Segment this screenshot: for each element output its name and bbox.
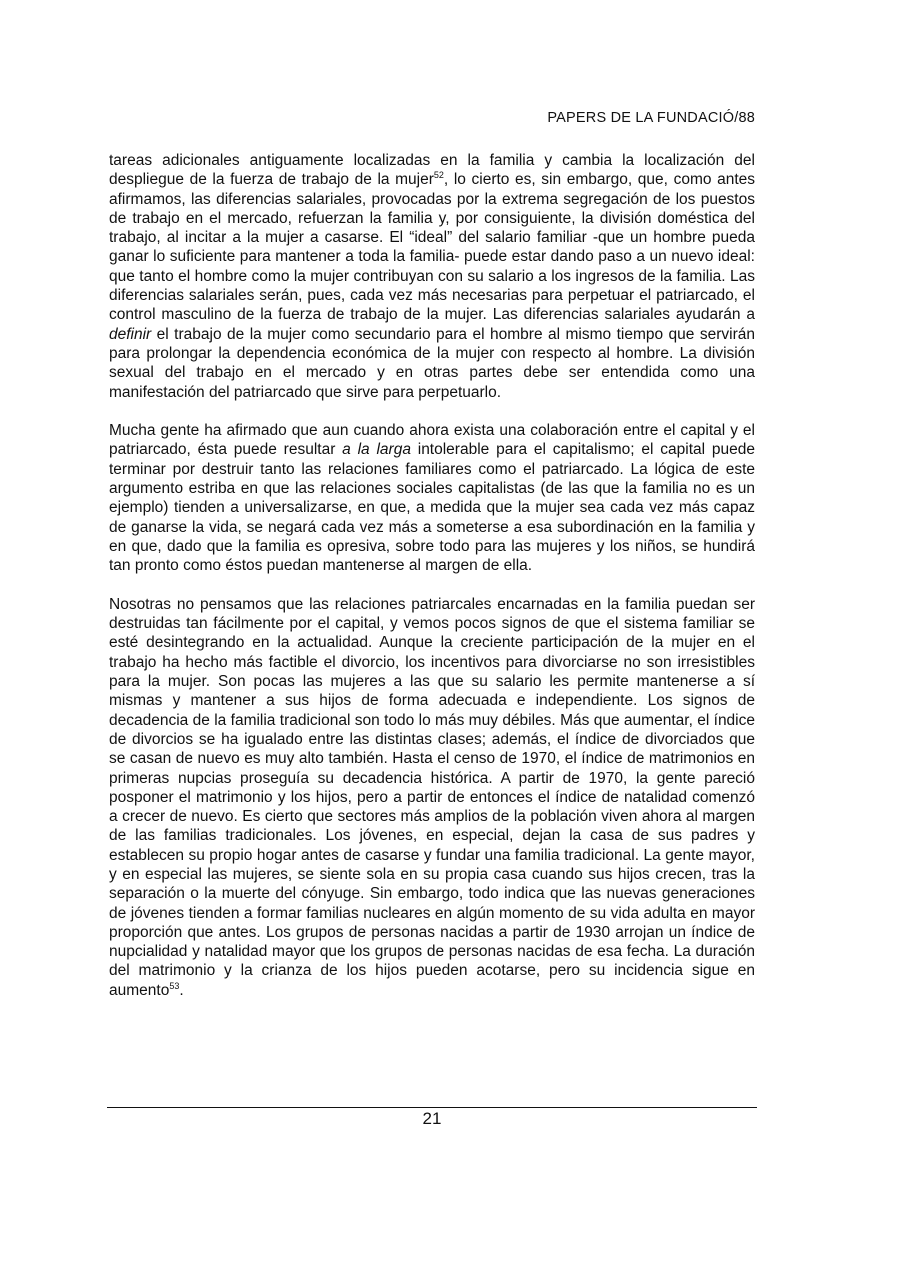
paragraph-text: Nosotras no pensamos que las relaciones patriarcales encarnadas en la familia puedan ser destruidas tan fácilmente por el capital, y vemos pocos signos de que el sistema familiar se esté desintegrando en la actualidad. Aunque la creciente participación de la mujer en el trabajo ha hecho más factible el divorcio, los incentivos para divorciarse no son irresistibles para la mujer. Son pocas las mujeres a las que su salario les permite mantenerse a sí mismas y mantener a sus hijos de forma adecuada e independiente. Los signos de decadencia de la familia tradicional son todo lo más muy débiles. Más que aumentar, el índice de divorcios se ha igualado entre las distintas clases; además, el índice de divorciados que se casan de nuevo es muy alto también. Hasta el censo de 1970, el índice de matrimonios en primeras nupcias proseguía su decadencia histórica. A partir de 1970, la gente pareció posponer el matrimonio y los hijos, pero a partir de entonces el índice de natalidad comenzó a crecer de nuevo. Es cierto que sectores más amplios de la población viven ahora al margen de las familias tradicionales. Los jóvenes, en especial, dejan la casa de sus padres y establecen su propio hogar antes de casarse y fundar una familia tradicional. La gente mayor, y en especial las mujeres, se siente sola en su propia casa cuando sus hijos crecen, tras la separación o la muerte del cónyuge. Sin embargo, todo indica que las nuevas generaciones de jóvenes tienden a formar familias nucleares en algún momento de su vida adulta en mayor proporción que antes. Los grupos de personas nacidas a partir de 1930 arrojan un índice de nupcialidad y natalidad mayor que los grupos de personas nacidas de esa fecha. La duración del matrimonio y la crianza de los hijos pueden acotarse, pero su incidencia sigue en aumento [109,595,755,999]
footnote-ref-52[interactable]: 52 [433,170,444,181]
paragraph-text: el trabajo de la mujer como secundario para el hombre al mismo tiempo que servirán para prolongar la dependencia económica de la mujer con respecto al hombre. La división sexual del trabajo en el mercado y en otras partes debe ser entendida como una manifestación del patriarcado que sirve para perpetuarlo. [109,325,755,401]
paragraph [109,421,755,575]
paragraph-text: tareas adicionales antiguamente localizadas en la familia y cambia la localización del despliegue de la fuerza de trabajo de la mujer [109,152,755,189]
body-text [109,151,755,1019]
paragraph [109,595,755,1000]
paragraph-text: Mucha gente ha afirmado que aun cuando ahora exista una colaboración entre el capital y el patriarcado, ésta puede resultar [109,422,755,459]
emphasis-text: a la larga [342,441,411,459]
footnote-ref-53[interactable]: 53 [169,980,180,991]
paragraph-text: , lo cierto es, sin embargo, que, como antes afirmamos, las diferencias salariales, provocadas por la extrema segregación de los puestos de trabajo en el mercado, refuerzan la familia y, por consiguiente, la división doméstica del trabajo, al incitar a la mujer a casarse. El “ideal” del salario familiar -que un hombre pueda ganar lo suficiente para mantener a toda la familia- puede estar dando paso a un nuevo ideal: que tanto el hombre como la mujer contribuyan con su salario a los ingresos de la familia. Las diferencias salariales serán, pues, cada vez más necesarias para perpetuar el patriarcado, el control masculino de la fuerza de trabajo de la mujer. Las diferencias salariales ayudarán a [109,171,755,324]
running-header: PAPERS DE LA FUNDACIÓ/88 [547,110,755,126]
emphasis-text: definir [109,325,152,343]
paragraph-text: . [179,981,184,999]
paragraph [109,151,755,402]
footer-divider [107,1107,757,1108]
paragraph-text: intolerable para el capitalismo; el capital puede terminar por destruir tanto las relaciones familiares como el patriarcado. La lógica de este argumento estriba en que las relaciones sociales capitalistas (de las que la familia no es un ejemplo) tienden a universalizarse, en que, a medida que la mujer sea cada vez más capaz de ganarse la vida, se negará cada vez más a someterse a esa subordinación en la familia y en que, dado que la familia es opresiva, sobre todo para las mujeres y los niños, se hundirá tan pronto como éstos puedan mantenerse al margen de ella. [109,441,755,575]
page-number: 21 [422,1109,442,1128]
